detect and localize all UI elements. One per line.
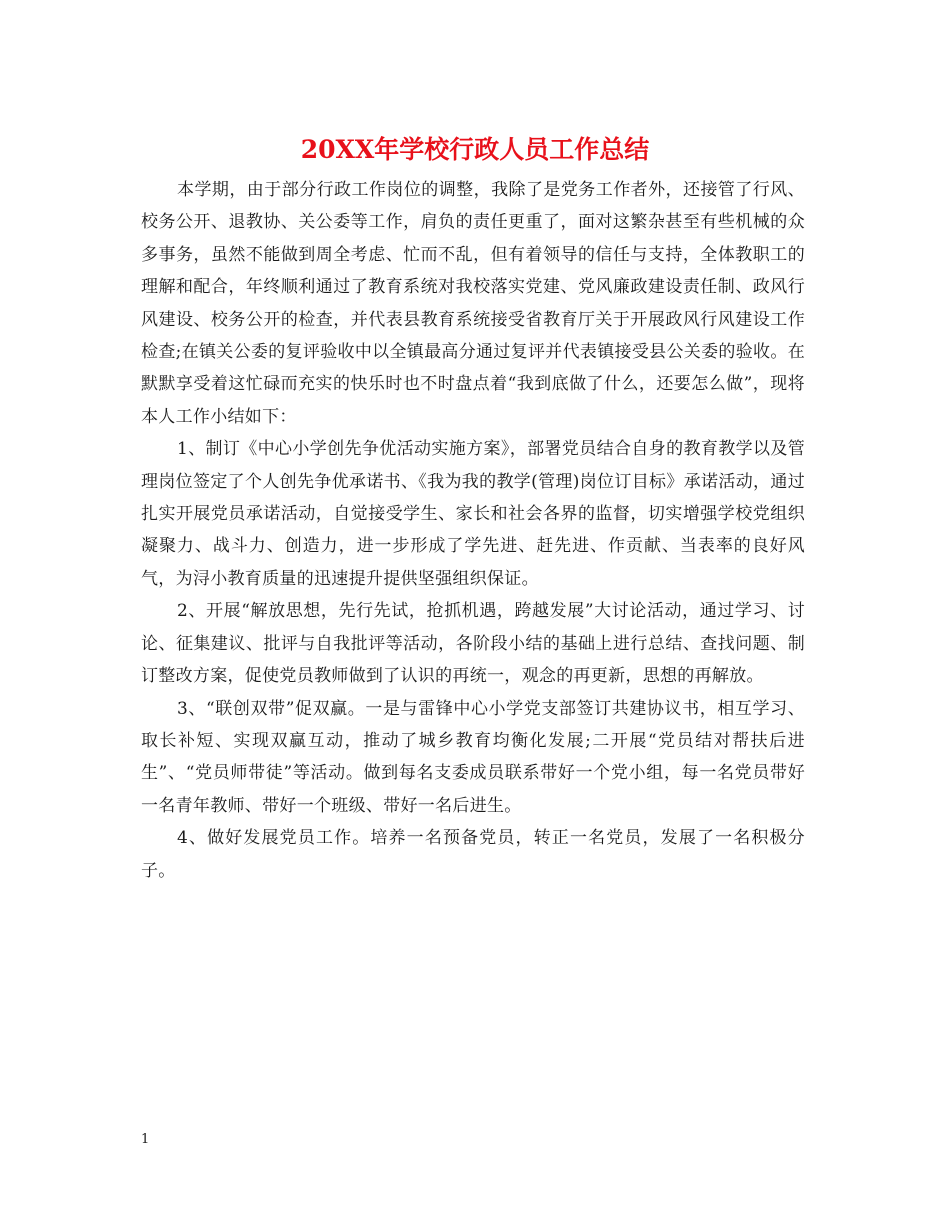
- page-number: 1: [141, 1132, 150, 1147]
- paragraph-item-1: 1、制订《中心小学创先争优活动实施方案》，部署党员结合自身的教育教学以及管理岗位签定了个人创先争优承诺书、《我为我的教学(管理)岗位订目标》承诺活动，通过扎实开展党员承诺活动，自觉接受学生、家长和社会各界的监督，切实增强学校党组织凝聚力、战斗力、创造力，进一步形成了学先进、赶先进、作贡献、当表率的良好风气，为浔小教育质量的迅速提升提供坚强组织保证。: [141, 439, 805, 589]
- paragraph-intro: 本学期，由于部分行政工作岗位的调整，我除了是党务工作者外，还接管了行风、校务公开、退教协、关公委等工作，肩负的责任更重了，面对这繁杂甚至有些机械的众多事务，虽然不能做到周全考虑、忙而不乱，但有着领导的信任与支持，全体教职工的理解和配合，年终顺利通过了教育系统对我校落实党建、党风廉政建设责任制、政风行风建设、校务公开的检查，并代表县教育系统接受省教育厅关于开展政风行风建设工作检查;在镇关公委的复评验收中以全镇最高分通过复评并代表镇接受县公关委的验收。在默默享受着这忙碌而充实的快乐时也不时盘点着“我到底做了什么，还要怎么做”，现将本人工作小结如下：: [141, 180, 805, 427]
- document-title: 20XX年学校行政人员工作总结: [300, 135, 650, 164]
- paragraph-item-3: 3、“联创双带”促双赢。一是与雷锋中心小学党支部签订共建协议书，相互学习、取长补短、实现双赢互动，推动了城乡教育均衡化发展;二开展“党员结对帮扶后进生”、“党员师带徒”等活动。做到每名支委成员联系带好一个党小组，每一名党员带好一名青年教师、带好一个班级、带好一名后进生。: [141, 698, 805, 816]
- paragraph-item-2: 2、开展“解放思想，先行先试，抢抓机遇，跨越发展”大讨论活动，通过学习、讨论、征集建议、批评与自我批评等活动，各阶段小结的基础上进行总结、查找问题、制订整改方案，促使党员教师做到了认识的再统一，观念的再更新，思想的再解放。: [141, 601, 805, 687]
- paragraph-item-4: 4、做好发展党员工作。培养一名预备党员，转正一名党员，发展了一名积极分子。: [141, 828, 805, 881]
- document-body: [141, 174, 805, 887]
